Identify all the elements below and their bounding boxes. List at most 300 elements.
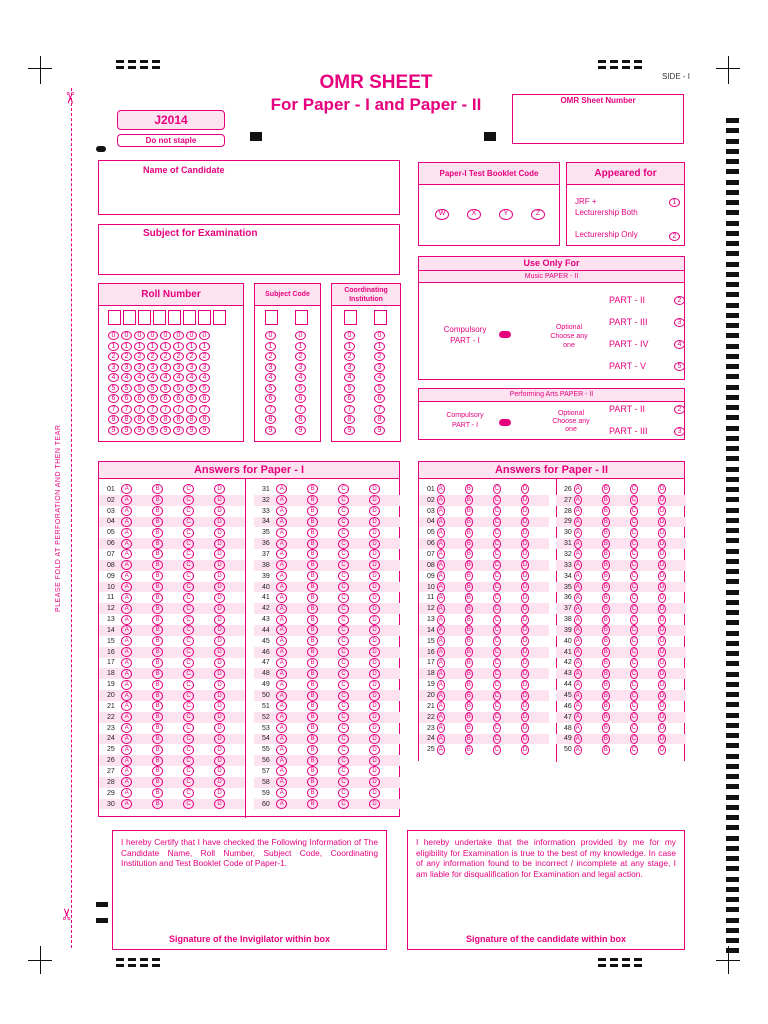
answer-bubble[interactable]: A [437, 517, 445, 527]
coordinating-entry[interactable] [344, 310, 387, 325]
digit-bubble[interactable]: 6 [344, 394, 355, 403]
roll-number-entry[interactable] [108, 310, 226, 325]
digit-bubble[interactable]: 8 [134, 415, 145, 424]
answer-bubble[interactable]: A [574, 636, 582, 646]
answer-bubble[interactable]: B [152, 658, 163, 668]
answer-bubble[interactable]: C [338, 723, 349, 733]
digit-bubble[interactable]: 6 [374, 394, 385, 403]
answer-bubble[interactable]: C [183, 582, 194, 592]
answer-bubble[interactable]: B [152, 560, 163, 570]
answer-bubble[interactable]: D [214, 484, 225, 494]
answer-bubble[interactable]: D [522, 584, 528, 591]
answer-bubble[interactable]: C [494, 649, 500, 656]
answer-bubble[interactable]: A [276, 799, 287, 809]
answer-bubble[interactable]: D [659, 573, 665, 580]
digit-bubble[interactable]: 7 [173, 405, 184, 414]
answer-bubble[interactable]: C [494, 529, 500, 536]
answer-bubble[interactable]: D [214, 495, 225, 505]
answer-bubble[interactable]: B [307, 582, 318, 592]
digit-bubble[interactable]: 1 [160, 342, 171, 351]
digit-bubble[interactable]: 7 [374, 405, 385, 414]
answer-bubble[interactable]: A [574, 625, 582, 635]
digit-entry-box[interactable] [168, 310, 181, 325]
answer-bubble[interactable]: D [369, 756, 380, 766]
digit-bubble[interactable]: 9 [344, 426, 355, 435]
answer-bubble[interactable]: D [522, 714, 528, 721]
answer-bubble[interactable]: D [659, 562, 665, 569]
answer-bubble[interactable]: C [631, 616, 637, 623]
answer-bubble[interactable]: C [338, 517, 349, 527]
answer-bubble[interactable]: B [307, 647, 318, 657]
answer-bubble[interactable]: C [494, 497, 500, 504]
answer-bubble[interactable]: D [369, 582, 380, 592]
part-bubble[interactable]: 3 [674, 427, 685, 436]
digit-bubble[interactable]: 8 [108, 415, 119, 424]
digit-bubble[interactable]: 9 [160, 426, 171, 435]
answer-bubble[interactable]: A [276, 723, 287, 733]
answer-bubble[interactable]: A [121, 539, 132, 549]
digit-bubble[interactable]: 5 [374, 384, 385, 393]
answer-bubble[interactable]: A [121, 528, 132, 538]
answer-bubble[interactable]: A [276, 669, 287, 679]
answer-bubble[interactable]: C [338, 506, 349, 516]
answer-bubble[interactable]: A [437, 712, 445, 722]
digit-bubble[interactable]: 5 [295, 384, 306, 393]
answer-bubble[interactable]: C [338, 766, 349, 776]
digit-bubble[interactable]: 1 [108, 342, 119, 351]
booklet-option-bubble[interactable]: W [435, 209, 449, 220]
answer-bubble[interactable]: D [522, 746, 528, 753]
answer-bubble[interactable]: B [602, 745, 610, 755]
answer-bubble[interactable]: D [659, 616, 665, 623]
answer-bubble[interactable]: B [307, 625, 318, 635]
answer-bubble[interactable]: D [659, 659, 665, 666]
answer-bubble[interactable]: B [465, 712, 473, 722]
answer-bubble[interactable]: D [369, 777, 380, 787]
answer-bubble[interactable]: B [307, 788, 318, 798]
answer-bubble[interactable]: A [121, 636, 132, 646]
answer-bubble[interactable]: D [659, 584, 665, 591]
answer-bubble[interactable]: D [369, 636, 380, 646]
digit-bubble[interactable]: 0 [186, 331, 197, 340]
answer-bubble[interactable]: D [522, 518, 528, 525]
answer-bubble[interactable]: B [465, 615, 473, 625]
answer-bubble[interactable]: B [307, 669, 318, 679]
answer-bubble[interactable]: C [338, 593, 349, 603]
answer-bubble[interactable]: C [183, 593, 194, 603]
answer-bubble[interactable]: C [183, 745, 194, 755]
digit-bubble[interactable]: 6 [147, 394, 158, 403]
digit-bubble[interactable]: 1 [147, 342, 158, 351]
answer-bubble[interactable]: D [522, 497, 528, 504]
answer-bubble[interactable]: C [338, 549, 349, 559]
answer-bubble[interactable]: B [465, 495, 473, 505]
digit-bubble[interactable]: 5 [147, 384, 158, 393]
digit-bubble[interactable]: 1 [173, 342, 184, 351]
answer-bubble[interactable]: A [437, 647, 445, 657]
digit-bubble[interactable]: 8 [374, 415, 385, 424]
answer-bubble[interactable]: D [369, 571, 380, 581]
digit-bubble[interactable]: 4 [199, 373, 210, 382]
answer-bubble[interactable]: C [494, 573, 500, 580]
digit-bubble[interactable]: 0 [121, 331, 132, 340]
answer-bubble[interactable]: C [494, 508, 500, 515]
answer-bubble[interactable]: C [494, 746, 500, 753]
digit-bubble[interactable]: 2 [186, 352, 197, 361]
answer-bubble[interactable]: D [659, 692, 665, 699]
candidate-signature-box[interactable] [407, 830, 685, 950]
answer-bubble[interactable]: C [631, 551, 637, 558]
digit-bubble[interactable]: 8 [121, 415, 132, 424]
answer-bubble[interactable]: A [121, 777, 132, 787]
answer-bubble[interactable]: A [121, 734, 132, 744]
answer-bubble[interactable]: B [602, 691, 610, 701]
answer-bubble[interactable]: D [659, 703, 665, 710]
digit-bubble[interactable]: 4 [295, 373, 306, 382]
answer-bubble[interactable]: B [152, 723, 163, 733]
answer-bubble[interactable]: A [121, 658, 132, 668]
answer-bubble[interactable]: B [602, 506, 610, 516]
answer-bubble[interactable]: C [338, 571, 349, 581]
answer-bubble[interactable]: D [214, 571, 225, 581]
answer-bubble[interactable]: C [183, 571, 194, 581]
answer-bubble[interactable]: B [602, 495, 610, 505]
answer-bubble[interactable]: A [121, 680, 132, 690]
answer-bubble[interactable]: B [307, 777, 318, 787]
answer-bubble[interactable]: D [214, 658, 225, 668]
answer-bubble[interactable]: C [631, 681, 637, 688]
answer-bubble[interactable]: C [183, 777, 194, 787]
digit-bubble[interactable]: 3 [265, 363, 276, 372]
digit-bubble[interactable]: 5 [265, 384, 276, 393]
answer-bubble[interactable]: A [574, 582, 582, 592]
answer-bubble[interactable]: D [369, 484, 380, 494]
answer-bubble[interactable]: B [465, 593, 473, 603]
candidate-name-field[interactable] [98, 160, 400, 215]
digit-bubble[interactable]: 6 [134, 394, 145, 403]
digit-bubble[interactable]: 2 [160, 352, 171, 361]
answer-bubble[interactable]: A [121, 788, 132, 798]
answer-bubble[interactable]: C [494, 616, 500, 623]
answer-bubble[interactable]: D [369, 647, 380, 657]
answer-bubble[interactable]: D [522, 735, 528, 742]
answer-bubble[interactable]: B [307, 658, 318, 668]
answer-bubble[interactable]: C [183, 701, 194, 711]
answer-bubble[interactable]: A [574, 495, 582, 505]
answer-bubble[interactable]: A [121, 593, 132, 603]
answer-bubble[interactable]: D [214, 647, 225, 657]
answer-bubble[interactable]: B [152, 539, 163, 549]
answer-bubble[interactable]: A [437, 593, 445, 603]
answer-bubble[interactable]: A [121, 484, 132, 494]
answer-bubble[interactable]: A [574, 593, 582, 603]
digit-bubble[interactable]: 9 [374, 426, 385, 435]
digit-bubble[interactable]: 1 [295, 342, 306, 351]
answer-bubble[interactable]: B [307, 528, 318, 538]
digit-bubble[interactable]: 7 [134, 405, 145, 414]
answer-bubble[interactable]: A [437, 734, 445, 744]
answer-bubble[interactable]: B [465, 625, 473, 635]
answer-bubble[interactable]: C [338, 560, 349, 570]
digit-bubble[interactable]: 2 [121, 352, 132, 361]
answer-bubble[interactable]: D [369, 625, 380, 635]
digit-entry-box[interactable] [138, 310, 151, 325]
answer-bubble[interactable]: A [276, 604, 287, 614]
answer-bubble[interactable]: C [631, 605, 637, 612]
answer-bubble[interactable]: B [307, 756, 318, 766]
digit-bubble[interactable]: 0 [265, 331, 276, 340]
answer-bubble[interactable]: B [465, 506, 473, 516]
answer-bubble[interactable]: C [183, 560, 194, 570]
answer-bubble[interactable]: D [214, 636, 225, 646]
answer-bubble[interactable]: D [659, 497, 665, 504]
answer-bubble[interactable]: A [437, 701, 445, 711]
answer-bubble[interactable]: B [152, 745, 163, 755]
part-bubble[interactable]: 2 [674, 405, 685, 414]
digit-bubble[interactable]: 4 [173, 373, 184, 382]
digit-bubble[interactable]: 6 [265, 394, 276, 403]
digit-bubble[interactable]: 3 [147, 363, 158, 372]
digit-bubble[interactable]: 5 [160, 384, 171, 393]
answer-bubble[interactable]: D [522, 605, 528, 612]
answer-bubble[interactable]: D [522, 692, 528, 699]
answer-bubble[interactable]: C [338, 604, 349, 614]
answer-bubble[interactable]: B [307, 712, 318, 722]
digit-bubble[interactable]: 3 [121, 363, 132, 372]
answer-bubble[interactable]: B [307, 517, 318, 527]
digit-bubble[interactable]: 2 [147, 352, 158, 361]
answer-bubble[interactable]: A [574, 647, 582, 657]
answer-bubble[interactable]: B [152, 647, 163, 657]
digit-bubble[interactable]: 6 [121, 394, 132, 403]
answer-bubble[interactable]: C [631, 573, 637, 580]
answer-bubble[interactable]: B [465, 701, 473, 711]
answer-bubble[interactable]: D [369, 549, 380, 559]
answer-bubble[interactable]: C [183, 799, 194, 809]
answer-bubble[interactable]: C [338, 712, 349, 722]
answer-bubble[interactable]: D [369, 539, 380, 549]
answer-bubble[interactable]: A [574, 658, 582, 668]
digit-entry-box[interactable] [183, 310, 196, 325]
answer-bubble[interactable]: A [574, 517, 582, 527]
answer-bubble[interactable]: D [659, 681, 665, 688]
digit-bubble[interactable]: 4 [186, 373, 197, 382]
digit-bubble[interactable]: 8 [160, 415, 171, 424]
digit-bubble[interactable]: 0 [160, 331, 171, 340]
digit-bubble[interactable]: 1 [265, 342, 276, 351]
digit-bubble[interactable]: 7 [295, 405, 306, 414]
answer-bubble[interactable]: D [214, 517, 225, 527]
digit-bubble[interactable]: 0 [374, 331, 385, 340]
answer-bubble[interactable]: A [437, 625, 445, 635]
answer-bubble[interactable]: C [494, 670, 500, 677]
answer-bubble[interactable]: C [631, 529, 637, 536]
answer-bubble[interactable]: A [121, 625, 132, 635]
answer-bubble[interactable]: C [631, 508, 637, 515]
answer-bubble[interactable]: D [369, 495, 380, 505]
digit-bubble[interactable]: 9 [265, 426, 276, 435]
answer-bubble[interactable]: A [574, 571, 582, 581]
answer-bubble[interactable]: C [183, 766, 194, 776]
answer-bubble[interactable]: B [152, 528, 163, 538]
answer-bubble[interactable]: A [121, 745, 132, 755]
answer-bubble[interactable]: A [437, 691, 445, 701]
answer-bubble[interactable]: D [369, 766, 380, 776]
digit-entry-box[interactable] [153, 310, 166, 325]
answer-bubble[interactable]: D [369, 680, 380, 690]
answer-bubble[interactable]: B [307, 604, 318, 614]
answer-bubble[interactable]: A [276, 658, 287, 668]
digit-bubble[interactable]: 9 [186, 426, 197, 435]
answer-bubble[interactable]: D [369, 691, 380, 701]
digit-bubble[interactable]: 4 [108, 373, 119, 382]
digit-bubble[interactable]: 3 [160, 363, 171, 372]
answer-bubble[interactable]: D [369, 593, 380, 603]
answer-bubble[interactable]: D [659, 670, 665, 677]
answer-bubble[interactable]: B [307, 734, 318, 744]
subject-code-entry[interactable] [265, 310, 308, 325]
appeared-option-1-bubble[interactable]: 1 [669, 198, 680, 207]
answer-bubble[interactable]: A [121, 582, 132, 592]
answer-bubble[interactable]: C [338, 788, 349, 798]
digit-bubble[interactable]: 2 [134, 352, 145, 361]
digit-bubble[interactable]: 9 [199, 426, 210, 435]
answer-bubble[interactable]: C [183, 691, 194, 701]
answer-bubble[interactable]: B [602, 734, 610, 744]
answer-bubble[interactable]: B [602, 669, 610, 679]
answer-bubble[interactable]: B [307, 560, 318, 570]
answer-bubble[interactable]: C [183, 484, 194, 494]
answer-bubble[interactable]: A [574, 615, 582, 625]
answer-bubble[interactable]: B [152, 669, 163, 679]
answer-bubble[interactable]: C [338, 745, 349, 755]
answer-bubble[interactable]: D [522, 627, 528, 634]
digit-bubble[interactable]: 7 [265, 405, 276, 414]
answer-bubble[interactable]: C [338, 625, 349, 635]
answer-bubble[interactable]: B [307, 799, 318, 809]
answer-bubble[interactable]: A [276, 517, 287, 527]
answer-bubble[interactable]: D [369, 604, 380, 614]
answer-bubble[interactable]: B [307, 593, 318, 603]
answer-bubble[interactable]: C [494, 681, 500, 688]
answer-bubble[interactable]: C [183, 506, 194, 516]
answer-bubble[interactable]: B [602, 571, 610, 581]
answer-bubble[interactable]: B [307, 484, 318, 494]
digit-entry-box[interactable] [123, 310, 136, 325]
answer-bubble[interactable]: A [276, 615, 287, 625]
answer-bubble[interactable]: C [183, 615, 194, 625]
answer-bubble[interactable]: A [276, 560, 287, 570]
digit-bubble[interactable]: 0 [147, 331, 158, 340]
digit-entry-box[interactable] [198, 310, 211, 325]
subject-code-bubbles[interactable] [265, 331, 306, 436]
answer-bubble[interactable]: C [183, 625, 194, 635]
digit-bubble[interactable]: 7 [344, 405, 355, 414]
answer-bubble[interactable]: B [307, 615, 318, 625]
answer-bubble[interactable]: B [152, 777, 163, 787]
answer-bubble[interactable]: C [338, 495, 349, 505]
answer-bubble[interactable]: A [121, 723, 132, 733]
answer-bubble[interactable]: D [369, 701, 380, 711]
answer-bubble[interactable]: B [602, 582, 610, 592]
answer-bubble[interactable]: B [152, 636, 163, 646]
answer-bubble[interactable]: A [437, 484, 445, 494]
digit-entry-box[interactable] [213, 310, 226, 325]
answer-bubble[interactable]: C [631, 735, 637, 742]
digit-bubble[interactable]: 2 [108, 352, 119, 361]
answer-bubble[interactable]: B [602, 647, 610, 657]
digit-bubble[interactable]: 9 [295, 426, 306, 435]
digit-bubble[interactable]: 4 [147, 373, 158, 382]
digit-bubble[interactable]: 3 [134, 363, 145, 372]
answer-bubble[interactable]: B [602, 615, 610, 625]
answer-bubble[interactable]: D [659, 746, 665, 753]
answer-bubble[interactable]: B [307, 495, 318, 505]
answer-bubble[interactable]: C [631, 649, 637, 656]
digit-bubble[interactable]: 9 [134, 426, 145, 435]
answer-bubble[interactable]: D [522, 638, 528, 645]
answer-bubble[interactable]: D [214, 539, 225, 549]
booklet-option-bubble[interactable]: Y [499, 209, 513, 220]
answer-bubble[interactable]: A [574, 745, 582, 755]
answer-bubble[interactable]: B [152, 549, 163, 559]
answer-bubble[interactable]: C [631, 627, 637, 634]
answer-bubble[interactable]: B [307, 745, 318, 755]
answer-bubble[interactable]: A [276, 593, 287, 603]
answer-bubble[interactable]: D [214, 582, 225, 592]
digit-bubble[interactable]: 2 [344, 352, 355, 361]
answer-bubble[interactable]: B [152, 799, 163, 809]
answer-bubble[interactable]: C [631, 518, 637, 525]
answer-bubble[interactable]: C [183, 723, 194, 733]
answer-bubble[interactable]: C [183, 680, 194, 690]
answer-bubble[interactable]: B [602, 484, 610, 494]
answer-bubble[interactable]: A [574, 506, 582, 516]
answer-bubble[interactable]: C [183, 604, 194, 614]
answer-bubble[interactable]: A [121, 712, 132, 722]
answer-bubble[interactable]: D [659, 518, 665, 525]
answer-bubble[interactable]: D [522, 725, 528, 732]
answer-bubble[interactable]: D [659, 605, 665, 612]
digit-bubble[interactable]: 3 [199, 363, 210, 372]
answer-bubble[interactable]: A [276, 549, 287, 559]
answer-bubble[interactable]: C [183, 669, 194, 679]
answer-bubble[interactable]: D [214, 788, 225, 798]
answer-bubble[interactable]: A [437, 560, 445, 570]
answer-bubble[interactable]: D [522, 551, 528, 558]
digit-bubble[interactable]: 0 [173, 331, 184, 340]
answer-bubble[interactable]: A [276, 506, 287, 516]
answer-bubble[interactable]: C [338, 734, 349, 744]
answer-bubble[interactable]: C [494, 725, 500, 732]
answer-bubble[interactable]: D [659, 649, 665, 656]
answer-bubble[interactable]: D [369, 560, 380, 570]
answer-bubble[interactable]: D [369, 788, 380, 798]
digit-bubble[interactable]: 4 [265, 373, 276, 382]
answer-bubble[interactable]: C [338, 658, 349, 668]
answer-bubble[interactable]: D [522, 703, 528, 710]
digit-bubble[interactable]: 4 [344, 373, 355, 382]
answer-bubble[interactable]: C [631, 746, 637, 753]
answer-bubble[interactable]: B [465, 528, 473, 538]
answer-bubble[interactable]: A [121, 549, 132, 559]
answer-bubble[interactable]: B [602, 593, 610, 603]
answer-bubble[interactable]: C [631, 725, 637, 732]
answer-bubble[interactable]: B [152, 734, 163, 744]
answer-bubble[interactable]: A [276, 734, 287, 744]
answer-bubble[interactable]: A [276, 571, 287, 581]
booklet-option-bubble[interactable]: Z [531, 209, 545, 220]
